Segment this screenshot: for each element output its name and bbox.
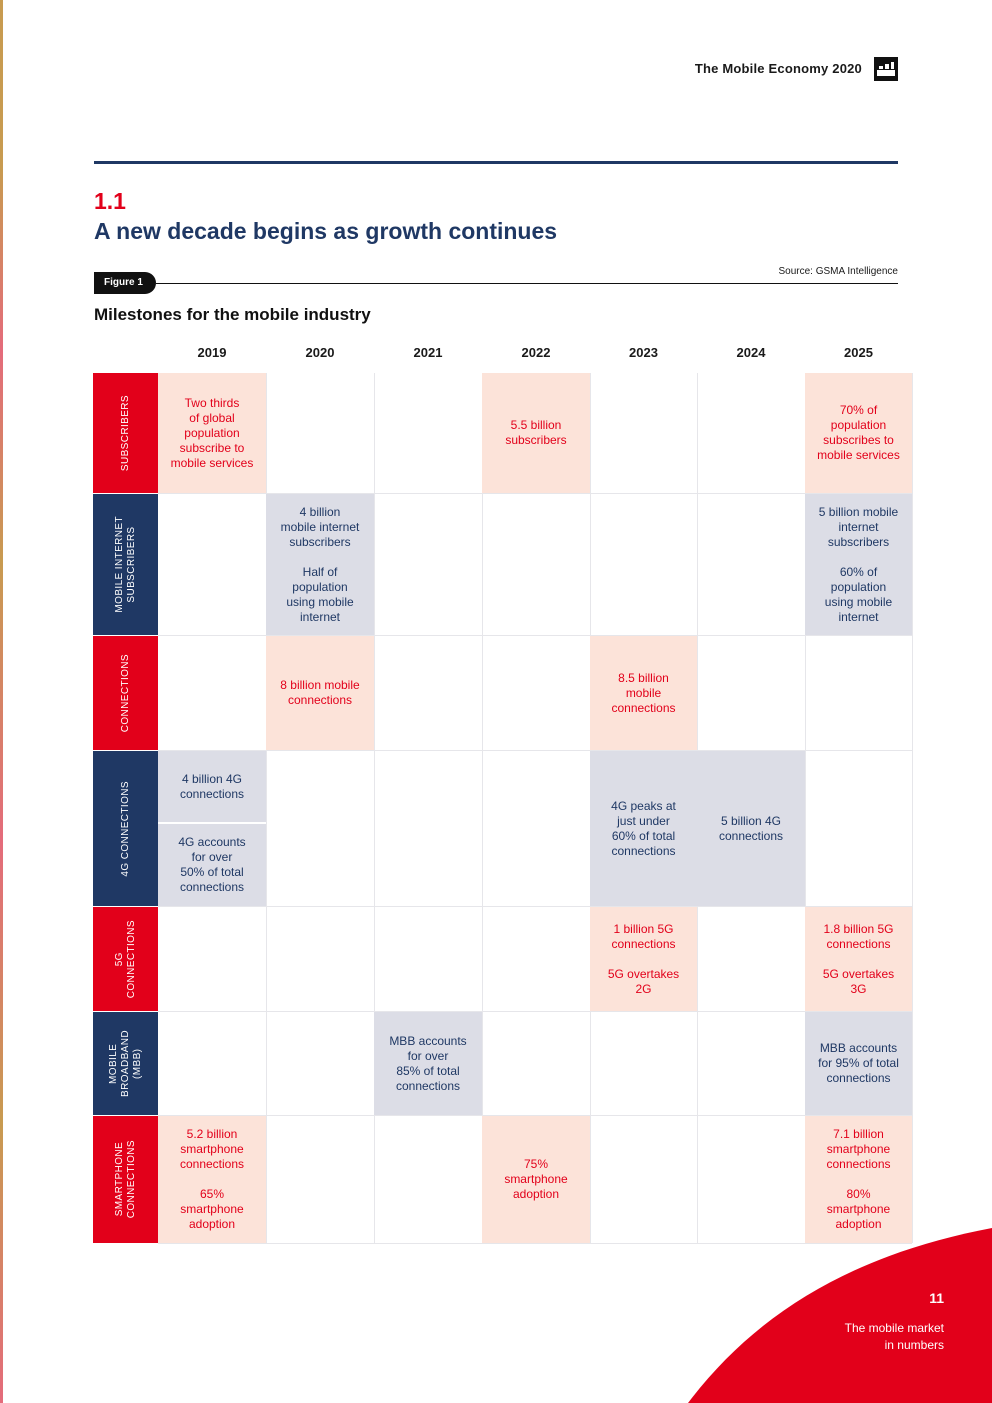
milestone-cell: 1.8 billion 5G connections 5G overtakes 3G <box>805 907 912 1011</box>
year-header-2021: 2021 <box>413 345 443 360</box>
section-title: A new decade begins as growth continues <box>94 218 558 244</box>
row-label-5g-connections: 5G CONNECTIONS <box>93 907 158 1011</box>
report-title: The Mobile Economy 2020 <box>694 61 862 76</box>
grid-line <box>158 1011 912 1012</box>
page-edge-decoration <box>0 0 3 1403</box>
figure-rule <box>156 283 898 284</box>
milestone-cell: 5 billion mobile internet subscribers 60% of population using mobile internet <box>805 494 912 635</box>
milestone-cell: Two thirds of global population subscribe to mobile services <box>158 373 266 493</box>
year-header-2022: 2022 <box>521 345 551 360</box>
figure-label: Figure 1 <box>94 272 156 294</box>
milestone-cell: 4 billion mobile internet subscribers Half of population using mobile internet <box>266 494 374 635</box>
milestone-cell: 5 billion 4G connections <box>697 751 805 906</box>
milestone-cell: 4G peaks at just under 60% of total connections <box>590 751 697 906</box>
grid-line <box>158 906 912 907</box>
milestone-cell: 5.2 billion smartphone connections 65% smartphone adoption <box>158 1116 266 1243</box>
page-number: 11 <box>929 1290 944 1306</box>
grid-line <box>482 373 483 1243</box>
milestone-cell: 4G accounts for over 50% of total connections <box>158 824 266 906</box>
section-number: 1.1 <box>94 188 126 214</box>
header-rule <box>94 161 898 164</box>
milestone-cell: MBB accounts for 95% of total connections <box>805 1012 912 1115</box>
year-header-2020: 2020 <box>305 345 335 360</box>
milestone-cell: 7.1 billion smartphone connections 80% smartphone adoption <box>805 1116 912 1243</box>
milestone-cell: 8.5 billion mobile connections <box>590 636 697 750</box>
milestone-cell: 1 billion 5G connections 5G overtakes 2G <box>590 907 697 1011</box>
row-label-mobile-internet-subscribers: MOBILE INTERNET SUBSCRIBERS <box>93 494 158 635</box>
year-header-2024: 2024 <box>736 345 766 360</box>
figure-source: Source: GSMA Intelligence <box>778 266 898 277</box>
row-label-smartphone-connections: SMARTPHONE CONNECTIONS <box>93 1116 158 1243</box>
year-header-2023: 2023 <box>629 345 658 360</box>
milestone-cell: 70% of population subscribes to mobile services <box>805 373 912 493</box>
row-label-subscribers: SUBSCRIBERS <box>93 373 158 493</box>
year-header-2019: 2019 <box>197 345 227 360</box>
footer-section-name: The mobile market in numbers <box>844 1321 944 1352</box>
milestone-cell: 4 billion 4G connections <box>158 751 266 822</box>
figure-title: Milestones for the mobile industry <box>94 305 371 324</box>
row-label-mobile-broadband: MOBILE BROADBAND (MBB) <box>93 1012 158 1115</box>
milestone-cell: 5.5 billion subscribers <box>482 373 590 493</box>
milestone-cell: MBB accounts for over 85% of total connections <box>374 1012 482 1115</box>
row-label-4g-connections: 4G CONNECTIONS <box>93 751 158 906</box>
row-label-connections: CONNECTIONS <box>93 636 158 750</box>
milestone-cell: 75% smartphone adoption <box>482 1116 590 1243</box>
year-header-2025: 2025 <box>844 345 873 360</box>
corner-swoosh-decoration <box>680 1228 992 1403</box>
gsma-logo-icon <box>874 57 898 81</box>
milestone-cell: 8 billion mobile connections <box>266 636 374 750</box>
grid-line <box>912 373 913 1243</box>
